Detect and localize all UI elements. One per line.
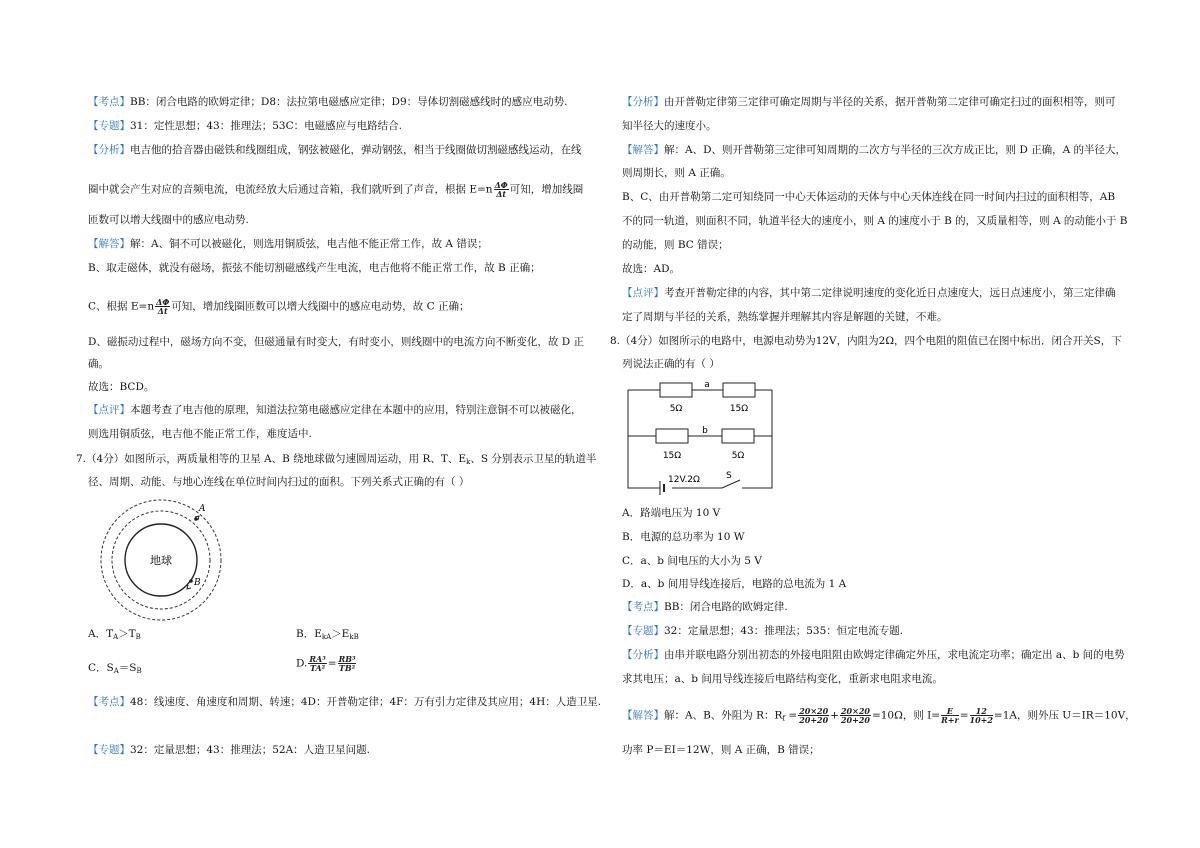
kaodian-3 [622,600,788,614]
resistor-label: 15Ω [662,451,682,461]
jieda-2-line5 [622,238,729,252]
opt-sub: B [135,633,141,641]
q7-option-a [88,627,141,644]
dianping-tag: 【点评】 [88,404,130,416]
kepler-fraction-b [338,655,357,672]
jieda-1-line6 [88,380,154,394]
jieda-line: 解：A、D、则开普勒第三定律可知周期的二次方与半径的三次方成正比，则 D 正确，A 的半径大， [664,144,1127,156]
jieda-1-line2 [88,261,541,275]
jieda-2 [622,143,1126,157]
jieda-line: B、C、由开普勒第二定可知绕同一中心天体运动的天体与中心天体连线在同一时间内扫过的面积相等，AB [622,191,1116,203]
opt-sub: kA [321,633,332,641]
fenxi-line: 知半径大的速度小。 [622,120,717,132]
resistor-15-ohm-bottom [656,429,688,443]
circuit-diagram [626,378,776,496]
question-8-stem [610,334,1122,348]
jieda-1-line5 [88,357,109,371]
opt-sub: B [136,667,142,675]
jieda-2-line6 [622,262,680,276]
fenxi-3-line2 [622,672,943,686]
fenxi-tag: 【分析】 [88,144,130,156]
frac-num: 12 [970,707,993,716]
resistor-label: 5Ω [731,451,745,461]
jieda-line: 可知，增加线圈匝数可以增大线圈中的感应电动势，故 C 正确； [171,300,470,313]
frac-num: ΔΦ [156,297,170,307]
satellite-a [194,517,198,521]
dianping-line: 本题考查了电吉他的原理，知道法拉第电磁感应定律在本题中的应用，特别注意铜不可以被磁化， [130,404,582,416]
opt-sub: A [113,667,119,675]
dianping-1 [88,403,582,417]
jieda-line: 不的同一轨道，则面积不同，轨道半径大的速度小，则 A 的速度小于 B 的，又质量相等，则 A 的动能小于 B [622,215,1128,227]
jieda-line: 的动能，则 BC 错误； [622,239,729,251]
opt-text: ＞T [118,628,136,640]
zhuanti-text: 31：定性思想；43：推理法；53C：电磁感应与电路结合. [130,120,402,132]
frac-den: TA² [309,663,326,673]
equals: = [327,657,337,670]
resistor-5-ohm-top [660,383,692,397]
q8-option-c [622,554,762,568]
question-7-stem-line2 [88,475,469,489]
fenxi-2-line2 [622,119,717,133]
q8-option-a [622,506,720,520]
zhuanti-tag: 【专题】 [88,120,130,132]
q7-sub: k [466,458,471,466]
current-fraction [941,707,959,724]
opt-sub: A [113,633,119,641]
node-b-label: b [702,426,708,436]
satellite-b [189,579,193,583]
frac-num: E [941,707,959,716]
frac-den: Δt [157,306,168,316]
jieda-line: 解：A、B、外阻为 R：R [664,709,783,722]
fenxi-line: 匝数可以增大线圈中的感应电动势. [88,214,249,226]
jieda-line: 故选：BCD。 [88,381,155,393]
zhuanti-text: 32：定量思想；43：推理法；535：恒定电流专题. [664,625,904,637]
jieda-3-line2 [622,743,820,757]
current-value-fraction [970,707,993,724]
frac-den: TB² [338,663,356,673]
q7-line: 径、周期、动能、与地心连线在单位时间内扫过的面积。下列关系式正确的有（ ） [88,476,470,488]
dianping-1-line2 [88,427,312,441]
jieda-2-line3 [622,190,1115,204]
frac-den: 20+20 [799,715,829,725]
jieda-tag: 【解答】 [622,144,664,156]
fenxi-1-line2 [88,181,583,198]
satellite-a-label: A [199,504,206,514]
opt-text: A．路端电压为 10 V [622,507,721,519]
kaodian-text: 48：线速度、角速度和周期、转速；4D：开普勒定律；4F：万有引力定律及其应用；4H：人造卫星. [130,696,602,708]
opt-text: B．E [296,628,322,640]
kaodian-2 [88,695,601,709]
fenxi-line: 可知，增加线圈 [509,183,584,196]
satellite-orbit-figure [95,495,227,625]
q8-option-b [622,530,745,544]
jieda-sub: f [782,714,786,723]
dianping-line: 则选用铜质弦，电吉他不能正常工作，难度适中. [88,428,312,440]
kaodian-tag: 【考点】 [622,601,664,613]
opt-text: A．T [88,628,114,640]
q8-option-d [622,577,846,591]
jieda-line: B、取走磁体，就没有磁场，振弦不能切割磁感线产生电流，电吉他将不能正常工作，故 B 正确； [88,262,541,274]
q7-option-c [88,661,142,678]
frac-den: R+r [941,715,959,725]
source-label: 12V.2Ω [668,475,700,485]
jieda-line: 故选：AD。 [622,263,681,275]
kaodian-1 [88,95,567,109]
dianping-line: 考查开普勒定律的内容，其中第二定律说明速度的变化近日点速度大，远日点速度小，第三定律确 [664,287,1116,299]
earth-label: 地球 [150,554,172,567]
jieda-line: 则周期长，则 A 正确。 [622,167,731,179]
opt-sub: kB [349,633,359,641]
question-7-stem [76,452,596,469]
flux-fraction [494,181,509,198]
fenxi-1-line3 [88,213,249,227]
frac-den: Δt [496,189,507,199]
frac-num: ΔΦ [494,180,508,190]
jieda-line: 确。 [88,358,109,370]
jieda-tag: 【解答】 [88,238,130,250]
fenxi-tag: 【分析】 [622,649,664,661]
dianping-line: 定了周期与半径的关系，熟练掌握并理解其内容是解题的关键，不难。 [622,311,948,323]
kepler-fraction-a [308,655,326,672]
opt-text: D．a、b 间用导线连接后，电路的总电流为 1 A [622,578,847,590]
zhuanti-1 [88,119,402,133]
jieda-line: =1A，则外压 U＝IR＝10V， [993,709,1136,722]
fenxi-3 [622,648,1125,662]
opt-text: B．电源的总功率为 10 W [622,531,745,543]
frac-den: 20+20 [840,715,870,725]
parallel-fraction-1 [798,707,829,724]
jieda-line: D、磁振动过程中，磁场方向不变，但磁通量有时变大，有时变小，则线圈中的电流方向不断变化，故 D 正 [88,336,585,348]
resistor-15-ohm-top [723,383,755,397]
flux-fraction [155,298,170,315]
fenxi-tag: 【分析】 [622,96,664,108]
jieda-line: 功率 P＝EI＝12W，则 A 正确，B 错误； [622,744,820,756]
zhuanti-3 [622,624,903,638]
q7-option-d [296,655,357,672]
jieda-2-line4 [622,214,1127,228]
dianping-2 [622,286,1116,300]
resistor-5-ohm-bottom [722,429,754,443]
frac-num: 20×20 [799,706,829,716]
q7-option-b [296,627,359,644]
jieda-1-line3 [88,298,470,315]
zhuanti-text: 32：定量思想；43：推理法；52A：人造卫星问题. [130,744,371,756]
jieda-2-line2 [622,166,731,180]
satellite-b-label: B [194,578,201,588]
resistor-label: 15Ω [729,404,749,414]
frac-den: 10+2 [969,715,993,725]
jieda-line: =10Ω，则 I= [871,709,941,722]
switch-blade [722,480,740,488]
kaodian-text: BB：闭合电路的欧姆定律；D8：法拉第电磁感应定律；D9：导体切割磁感线时的感应电动势. [130,96,568,108]
q8-line: 列说法正确的有（ ） [622,358,720,370]
jieda-1 [88,237,488,251]
jieda-3: 【解答】解：A、B、外阻为 R：$R_f$ = $\frac{20\times 20}{20+20}$ + $\frac{20\times 20}{20+20}$ =10Ω，则 I= $\frac{E}{R+r}$ = $\frac{12}{10+2}$ =1A，则外压 U＝IR＝10V， [622,706,1136,725]
frac-num: 20×20 [840,706,870,716]
parallel-fraction-2 [840,707,871,724]
fenxi-2 [622,95,1116,109]
dianping-tag: 【点评】 [622,287,664,299]
opt-text: C．S [88,662,114,674]
opt-text: C．a、b 间电压的大小为 5 V [622,555,762,567]
zhuanti-tag: 【专题】 [622,625,664,637]
fenxi-line: 圈中就会产生对应的音频电流，电流经放大后通过音箱，我们就听到了声音，根据 E=n [88,183,493,196]
kaodian-text: BB：闭合电路的欧姆定律. [664,601,788,613]
q7-line: 7.（4分）如图所示，两质量相等的卫星 A、B 绕地球做匀速圆周运动，用 R、T、E [76,453,467,465]
main-loop-wire [628,390,772,488]
fenxi-line: 电吉他的拾音器由磁铁和线圈组成，钢弦被磁化，弹动钢弦，相当于线圈做切割磁感线运动，在线 [130,144,582,156]
frac-num: RB³ [338,654,356,664]
arrow-b-icon [187,585,191,589]
node-a-label: a [704,380,710,390]
zhuanti-tag: 【专题】 [88,744,130,756]
jieda-line: C、根据 E=n [88,300,155,313]
kaodian-tag: 【考点】 [88,96,130,108]
opt-text: ＞E [331,628,350,640]
switch-label: S [726,471,732,481]
opt-text: D. [296,657,308,670]
q7-line: 、S 分别表示卫星的轨道半 [470,453,597,465]
jieda-line: 解：A、铜不可以被磁化，则选用铜质弦，电吉他不能正常工作，故 A 错误； [130,238,488,250]
jieda-1-line4 [88,335,584,349]
dianping-2-line2 [622,310,948,324]
kaodian-tag: 【考点】 [88,696,130,708]
jieda-tag: 【解答】 [622,709,664,722]
q8-line: 8.（4分）如图所示的电路中，电源电动势为12V，内阻为2Ω，四个电阻的阻值已在图中标出．闭合开关S，下 [610,335,1122,347]
zhuanti-2 [88,743,370,757]
question-8-stem-line2 [622,357,720,371]
resistor-label: 5Ω [669,404,683,414]
fenxi-line: 求其电压；a、b 间用导线连接后电路结构变化，重新求电阻求电流。 [622,673,943,685]
opt-text: ＝S [118,662,137,674]
fenxi-line: 由开普勒定律第三定律可确定周期与半径的关系，据开普勒第二定律可确定扫过的面积相等，则可 [664,96,1116,108]
frac-num: RA³ [309,654,326,664]
fenxi-line: 由串并联电路分别出初态的外接电阻阻由欧姆定律确定外压，求电流定功率；确定出 a、b 间的电势 [664,649,1125,661]
fenxi-1 [88,143,582,157]
